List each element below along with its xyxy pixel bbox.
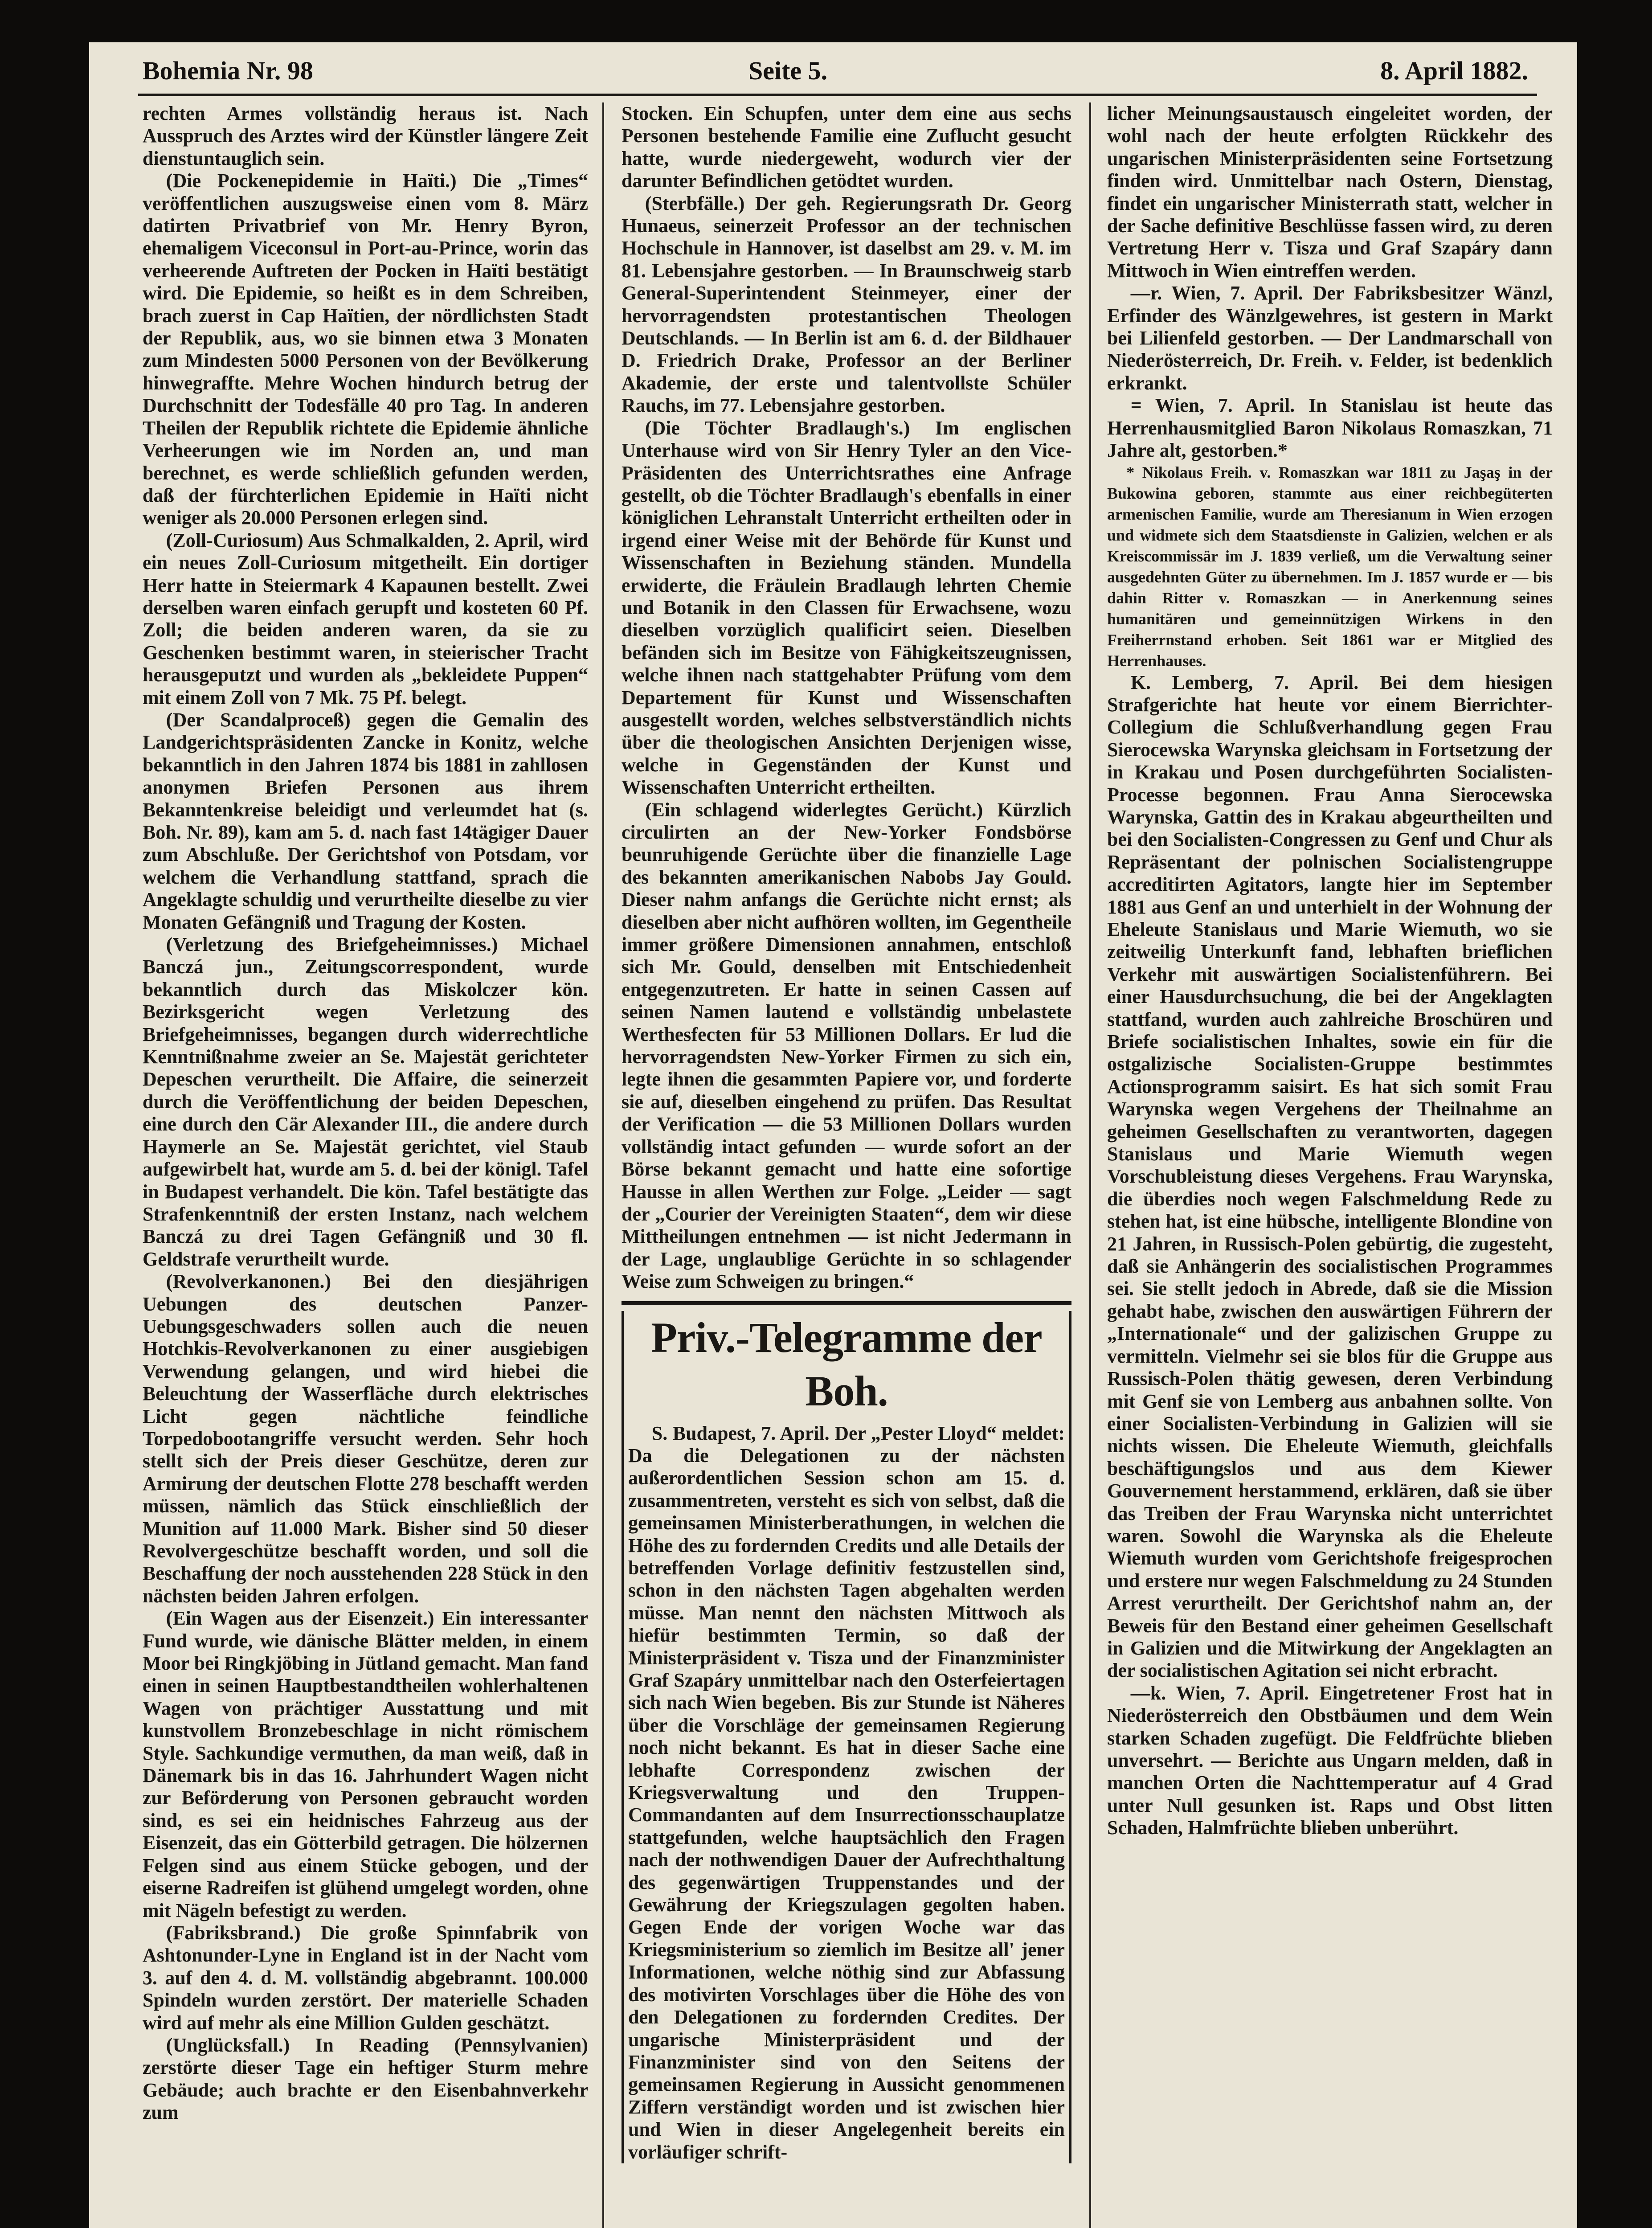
article-paragraph: (Unglücksfall.) In Reading (Pennsylvanien) zerstörte dieser Tage ein heftiger Sturm mehre Gebäude; auch brachte er den Eisenbahnverkehr zum (143, 2034, 588, 2124)
telegram-continuation: licher Meinungsaustausch eingeleitet worden, der wohl nach der heute erfolgten Rückkehr des ungarischen Ministerpräsidenten seine Fortsetzung finden wird. Unmittelbar nach Ostern, Dienstag, findet ein ungarischer Ministerrath statt, welcher in der Sache definitive Beschlüsse fassen wird, zu deren Vertretung Herr v. Tisza und Graf Szapáry dann Mittwoch in Wien eintreffen werden. (1107, 102, 1553, 282)
telegram-paragraph: —k. Wien, 7. April. Eingetretener Frost hat in Niederösterreich den Obstbäumen und dem Wein starken Schaden zugefügt. Die Feldfrüchte blieben unversehrt. — Berichte aus Ungarn melden, daß in manchen Orten die Nachttemperatur auf 4 Grad unter Null gesunken ist. Raps und Obst litten Schaden, Halmfrüchte blieben unberührt. (1107, 1682, 1553, 1839)
footnote: * Nikolaus Freih. v. Romaszkan war 1811 zu Jaşaş in der Bukowina geboren, stammte aus einer reichbegüterten armenischen Familie, wurde am Theresianum in Wien erzogen und widmete sich dem Staatsdienste in Galizien, welchen er als Kreiscommissär im J. 1839 verließ, um die Verwaltung seiner ausgedehnten Güter zu übernehmen. Im J. 1857 wurde er — bis dahin Ritter v. Romaszkan — in Anerkennung seines humanitären und gemeinnützigen Wirkens in den Freiherrnstand erhoben. Seit 1861 war er Mitglied des Herrenhauses. (1107, 463, 1553, 670)
article-paragraph: (Revolverkanonen.) Bei den diesjährigen Uebungen des deutschen Panzer-Uebungsgeschwaders sollen auch die neuen Hotchkis-Revolverkanonen zu einer ausgiebigen Verwendung gelangen, und wird hiebei die Beleuchtung der Wasserfläche durch elektrisches Licht gegen nächtliche feindliche Torpedobootangriffe versucht werden. Sehr hoch stellt sich der Preis dieser Geschütze, deren zur Armirung der deutschen Flotte 278 beschafft werden müssen, nämlich das Stück einschließlich der Munition auf 11.000 Mark. Bisher sind 50 dieser Revolvergeschütze beschafft worden, und soll die Beschaffung der noch ausstehenden 228 Stück in den nächsten beiden Jahren erfolgen. (143, 1270, 588, 1607)
column-3 (1107, 102, 1553, 2228)
header-masthead: Bohemia Nr. 98 (143, 56, 313, 85)
article-paragraph: Stocken. Ein Schupfen, unter dem eine aus sechs Personen bestehende Familie eine Zuflucht gesucht hatte, wurde niedergeweht, wodurch vier der darunter Befindlichen getödtet wurden. (622, 102, 1071, 192)
section-rule (622, 1301, 1071, 1305)
telegram-paragraph: S. Budapest, 7. April. Der „Pester Lloyd“ meldet: Da die Delegationen zu der nächsten außerordentlichen Session schon am 15. d. zusammentreten, versteht es sich von selbst, daß die gemeinsamen Ministerberathungen, in welchen die Höhe des zu fordernden Credits und alle Details der betreffenden Vorlage definitiv festzustellen sind, schon in den nächsten Tagen abgehalten werden müsse. Man nennt den nächsten Mittwoch als hiefür bestimmten Termin, so daß der Ministerpräsident v. Tisza und der Finanzminister Graf Szapáry unmittelbar nach den Osterfeiertagen sich nach Wien begeben. Bis zur Stunde ist Näheres über die Vorschläge der gemeinsamen Regierung noch nicht bekannt. Es hat in dieser Sache eine lebhafte Correspondenz zwischen der Kriegsverwaltung und den Truppen-Commandanten auf dem Insurrectionsschauplatze stattgefunden, welche hauptsächlich den Fragen nach der nothwendigen Dauer der Aufrechthaltung des gegenwärtigen Truppenstandes und der Gewährung der Kriegszulagen gegolten haben. Gegen Ende der vorigen Woche war das Kriegsministerium so ziemlich im Besitze all' jener Informationen, welche nöthig sind zur Abfassung des motivirten Vorschlages über die Höhe des von den Delegationen zu fordernden Credites. Der ungarische Ministerpräsident und der Finanzminister sind von den Seitens der gemeinsamen Regierung in Aussicht genommenen Ziffern verständigt worden und ist zwischen hier und Wien in dieser Angelegenheit bereits ein vorläufiger schrift- (628, 1422, 1065, 2163)
article-paragraph: rechten Armes vollständig heraus ist. Nach Ausspruch des Arztes wird der Künstler längere Zeit dienstuntauglich sein. (143, 102, 588, 169)
newspaper-page (89, 42, 1577, 2228)
column-2 (622, 102, 1071, 2228)
article-paragraph: (Ein Wagen aus der Eisenzeit.) Ein interessanter Fund wurde, wie dänische Blätter melden, in einem Moor bei Ringkjöbing in Jütland gemacht. Man fand einen in seinen Hauptbestandtheilen wohlerhaltenen Wagen von prächtiger Ausstattung und mit kunstvollem Bronzebeschlage in nicht römischem Style. Sachkundige vermuthen, da man weiß, daß in Dänemark bis in das 16. Jahrhundert Wagen nicht zur Beförderung von Personen gebraucht worden sind, es sei ein heidnisches Fahrzeug aus der Eisenzeit, das ein Götterbild getragen. Die hölzernen Felgen sind aus einem Stücke gebogen, und der eiserne Radreifen ist glühend umgelegt worden, ohne mit Nägeln befestigt zu werden. (143, 1607, 588, 1921)
header-rule (138, 94, 1537, 96)
telegram-section (622, 1311, 1071, 2163)
page-header (89, 42, 1577, 100)
article-paragraph: (Fabriksbrand.) Die große Spinnfabrik von Ashtonunder-Lyne in England ist in der Nacht vom 3. auf den 4. d. M. vollständig abgebrannt. 100.000 Spindeln wurden zerstört. Der materielle Schaden wird auf mehr als eine Million Gulden geschätzt. (143, 1921, 588, 2034)
telegram-section-title: Priv.-Telegramme der Boh. (651, 1313, 1042, 1415)
telegram-paragraph: = Wien, 7. April. In Stanislau ist heute das Herrenhausmitglied Baron Nikolaus Romaszkan, 71 Jahre alt, gestorben.* (1107, 394, 1553, 462)
article-paragraph: (Der Scandalproceß) gegen die Gemalin des Landgerichtspräsidenten Zancke in Konitz, welche bekanntlich in den Jahren 1874 bis 1881 in zahllosen anonymen Briefen Personen aus ihrem Bekanntenkreise beleidigt und verleumdet hat (s. Boh. Nr. 89), kam am 5. d. nach fast 14tägiger Dauer zum Abschluße. Der Gerichtshof von Potsdam, vor welchem die Verhandlung stattfand, sprach die Angeklagte schuldig und verurtheilte dieselbe zu vier Monaten Gefängniß und Tragung der Kosten. (143, 709, 588, 933)
header-page-number: Seite 5. (748, 56, 828, 85)
header-date: 8. April 1882. (1380, 56, 1528, 85)
column-divider (1089, 102, 1091, 2228)
article-paragraph: (Die Töchter Bradlaugh's.) Im englischen Unterhause wird von Sir Henry Tyler an den Vice-Präsidenten des Unterrichtsrathes eine Anfrage gestellt, ob die Töchter Bradlaugh's ebenfalls in einer königlichen Lehranstalt Unterricht ertheilten oder in irgend einer Weise mit der Behörde für Kunst und Wissenschaften in Beziehung ständen. Mundella erwiderte, die Fräulein Bradlaugh lehrten Chemie und Botanik in den Classen für Erwachsene, wozu dieselben vorzüglich qualificirt seien. Dieselben befänden sich im Besitze von Fähigkeitszeugnissen, welche ihnen nach stattgehabter Prüfung vom dem Departement für Kunst und Wissenschaften ausgestellt worden, welches selbstverständlich nichts über die theologischen Ansichten Derjenigen wisse, welche in Gegenständen der Kunst und Wissenschaften Unterricht ertheilten. (622, 417, 1071, 799)
telegram-paragraph: —r. Wien, 7. April. Der Fabriksbesitzer Wänzl, Erfinder des Wänzlgewehres, ist gestern in Markt bei Lilienfeld gestorben. — Der Landmarschall von Niederösterreich, Dr. Freih. v. Felder, ist bedenklich erkrankt. (1107, 282, 1553, 394)
column-1 (143, 102, 588, 2228)
article-paragraph: (Verletzung des Briefgeheimnisses.) Michael Banczá jun., Zeitungscorrespondent, wurde bekanntlich durch das Miskolczer kön. Bezirksgericht wegen Verletzung des Briefgeheimnisses, begangen durch widerrechtliche Kenntnißnahme zweier an Se. Majestät gerichteter Depeschen verurtheilt. Die Affaire, die seinerzeit durch die Veröffentlichung der beiden Depeschen, eine durch den Cär Alexander III., die andere durch Haymerle an Se. Majestät gerichtet, viel Staub aufgewirbelt hat, wurde am 5. d. bei der königl. Tafel in Budapest verhandelt. Die kön. Tafel bestätigte das Strafenkenntniß der ersten Instanz, nach welchem Banczá zu drei Tagen Gefängniß und 30 fl. Geldstrafe verurtheilt wurde. (143, 934, 588, 1270)
article-paragraph: (Zoll-Curiosum) Aus Schmalkalden, 2. April, wird ein neues Zoll-Curiosum mitgetheilt. Ein dortiger Herr hatte in Steiermark 4 Kapaunen bestellt. Zwei derselben waren einfach gerupft und kosteten 60 Pf. Zoll; die beiden anderen waren, da sie zu Geschenken bestimmt waren, in steierischer Tracht herausgeputzt und wurden als „bekleidete Puppen“ mit einem Zoll von 7 Mk. 75 Pf. belegt. (143, 529, 588, 709)
article-paragraph: (Die Pockenepidemie in Haïti.) Die „Times“ veröffentlichen auszugsweise einen vom 8. März datirten Privatbrief von Mr. Henry Byron, ehemaligem Viceconsul in Port-au-Prince, worin das verheerende Auftreten der Pocken in Haïti bestätigt wird. Die Epidemie, so heißt es in dem Schreiben, brach zuerst in Cap Haïtien, der nördlichsten Stadt der Republik, aus, wo sie binnen etwa 3 Monaten zum Mindesten 5000 Personen von der Bevölkerung hinwegraffte. Mehre Wochen hindurch betrug der Durchschnitt der Todesfälle 40 pro Tag. In anderen Theilen der Republik richtete die Epidemie ähnliche Verheerungen wie im Norden an, und man berechnet, es werde schließlich gefunden werden, daß der fürchterlichen Epidemie in Haïti nicht weniger als 20.000 Personen erlegen sind. (143, 170, 588, 529)
telegram-paragraph: K. Lemberg, 7. April. Bei dem hiesigen Strafgerichte hat heute vor einem Bierrichter-Collegium die Schlußverhandlung gegen Frau Sierocewska Warynska gleichsam in Fortsetzung der in Krakau und Posen durchgeführten Socialisten-Processe begonnen. Frau Anna Sierocewska Warynska, Gattin des in Krakau abgeurtheilten und bei den Socialisten-Congressen zu Genf und Chur als Repräsentant der polnischen Socialistengruppe accreditirten Agitators, langte hier im September 1881 aus Genf an und unterhielt in der Wohnung der Eheleute Stanislaus und Marie Wiemuth, wo sie zeitweilig Unterkunft fand, lebhaften brieflichen Verkehr mit auswärtigen Socialistenführern. Bei einer Hausdurchsuchung, die bei der Angeklagten stattfand, wurden auch zahlreiche Broschüren und Briefe socialistischen Inhaltes, sowie ein für die ostgalizische Socialisten-Gruppe bestimmtes Actionsprogramm saisirt. Es hat sich somit Frau Warynska wegen Vergehens der Theilnahme an geheimen Gesellschaften zu verantworten, dagegen Stanislaus und Marie Wiemuth wegen Vorschubleistung dieses Vergehens. Frau Warynska, die überdies noch wegen Falschmeldung Rede zu stehen hat, ist eine hübsche, intelligente Blondine von 21 Jahren, in Russisch-Polen gebürtig, die zugesteht, daß sie Anhängerin des socialistischen Programmes sei. Sie stellt jedoch in Abrede, daß sie die Mission gehabt habe, zwischen den auswärtigen Führern der „Internationale“ und der galizischen Gruppe zu vermitteln. Vielmehr sei sie blos für die Gruppe aus Russisch-Polen thätig gewesen, deren Verbindung mit Genf sie von Lemberg aus anbahnen sollte. Von einer Socialisten-Verbindung in Galizien will sie nichts wissen. Die Eheleute Wiemuth, gleichfalls beschäftigungslos und aus dem Kiewer Gouvernement herstammend, erklären, daß sie über das Treiben der Frau Warynska nicht unterrichtet waren. Sowohl die Warynska als die Eheleute Wiemuth wurden vom Gerichtshofe freigesprochen und erstere nur wegen Falschmeldung zu 24 Stunden Arrest verurtheilt. Der Gerichtshof nahm an, der Beweis für den Bestand einer geheimen Gesellschaft in Galizien und die Mitwirkung der Angeklagten an der socialistischen Agitation sei nicht erbracht. (1107, 671, 1553, 1682)
column-divider (602, 102, 604, 2228)
article-paragraph: (Sterbfälle.) Der geh. Regierungsrath Dr. Georg Hunaeus, seinerzeit Professor an der technischen Hochschule in Hannover, ist daselbst am 29. v. M. im 81. Lebensjahre gestorben. — In Braunschweig starb General-Superintendent Steinmeyer, einer der hervorragendsten protestantischen Theologen Deutschlands. — In Berlin ist am 6. d. der Bildhauer D. Friedrich Drake, Professor an der Berliner Akademie, der erste und talentvollste Schüler Rauchs, im 77. Lebensjahre gestorben. (622, 192, 1071, 417)
article-paragraph: (Ein schlagend widerlegtes Gerücht.) Kürzlich circulirten an der New-Yorker Fondsbörse beunruhigende Gerüchte über die finanzielle Lage des bekannten amerikanischen Nabobs Jay Gould. Dieser nahm anfangs die Gerüchte nicht ernst; als dieselben aber nicht aufhören wollten, im Gegentheile immer größere Dimensionen annahmen, entschloß sich Mr. Gould, denselben mit Entschiedenheit entgegenzutreten. Er hatte in seinen Cassen auf seinen Namen lautend e vollständig unbelastete Werthesfecten für 53 Millionen Dollars. Er lud die hervorragendsten New-Yorker Firmen zu sich ein, legte ihnen die gesammten Papiere vor, und forderte sie auf, dieselben eingehend zu prüfen. Das Resultat der Verification — die 53 Millionen Dollars wurden vollständig intact gefunden — wurde sofort an der Börse bekannt gemacht und hatte eine sofortige Hausse in allen Werthen zur Folge. „Leider — sagt der „Courier der Vereinigten Staaten“, dem wir diese Mittheilungen entnehmen — ist nicht Jedermann in der Lage, unglaublige Gerüchte in so schlagender Weise zum Schweigen zu bringen.“ (622, 799, 1071, 1293)
